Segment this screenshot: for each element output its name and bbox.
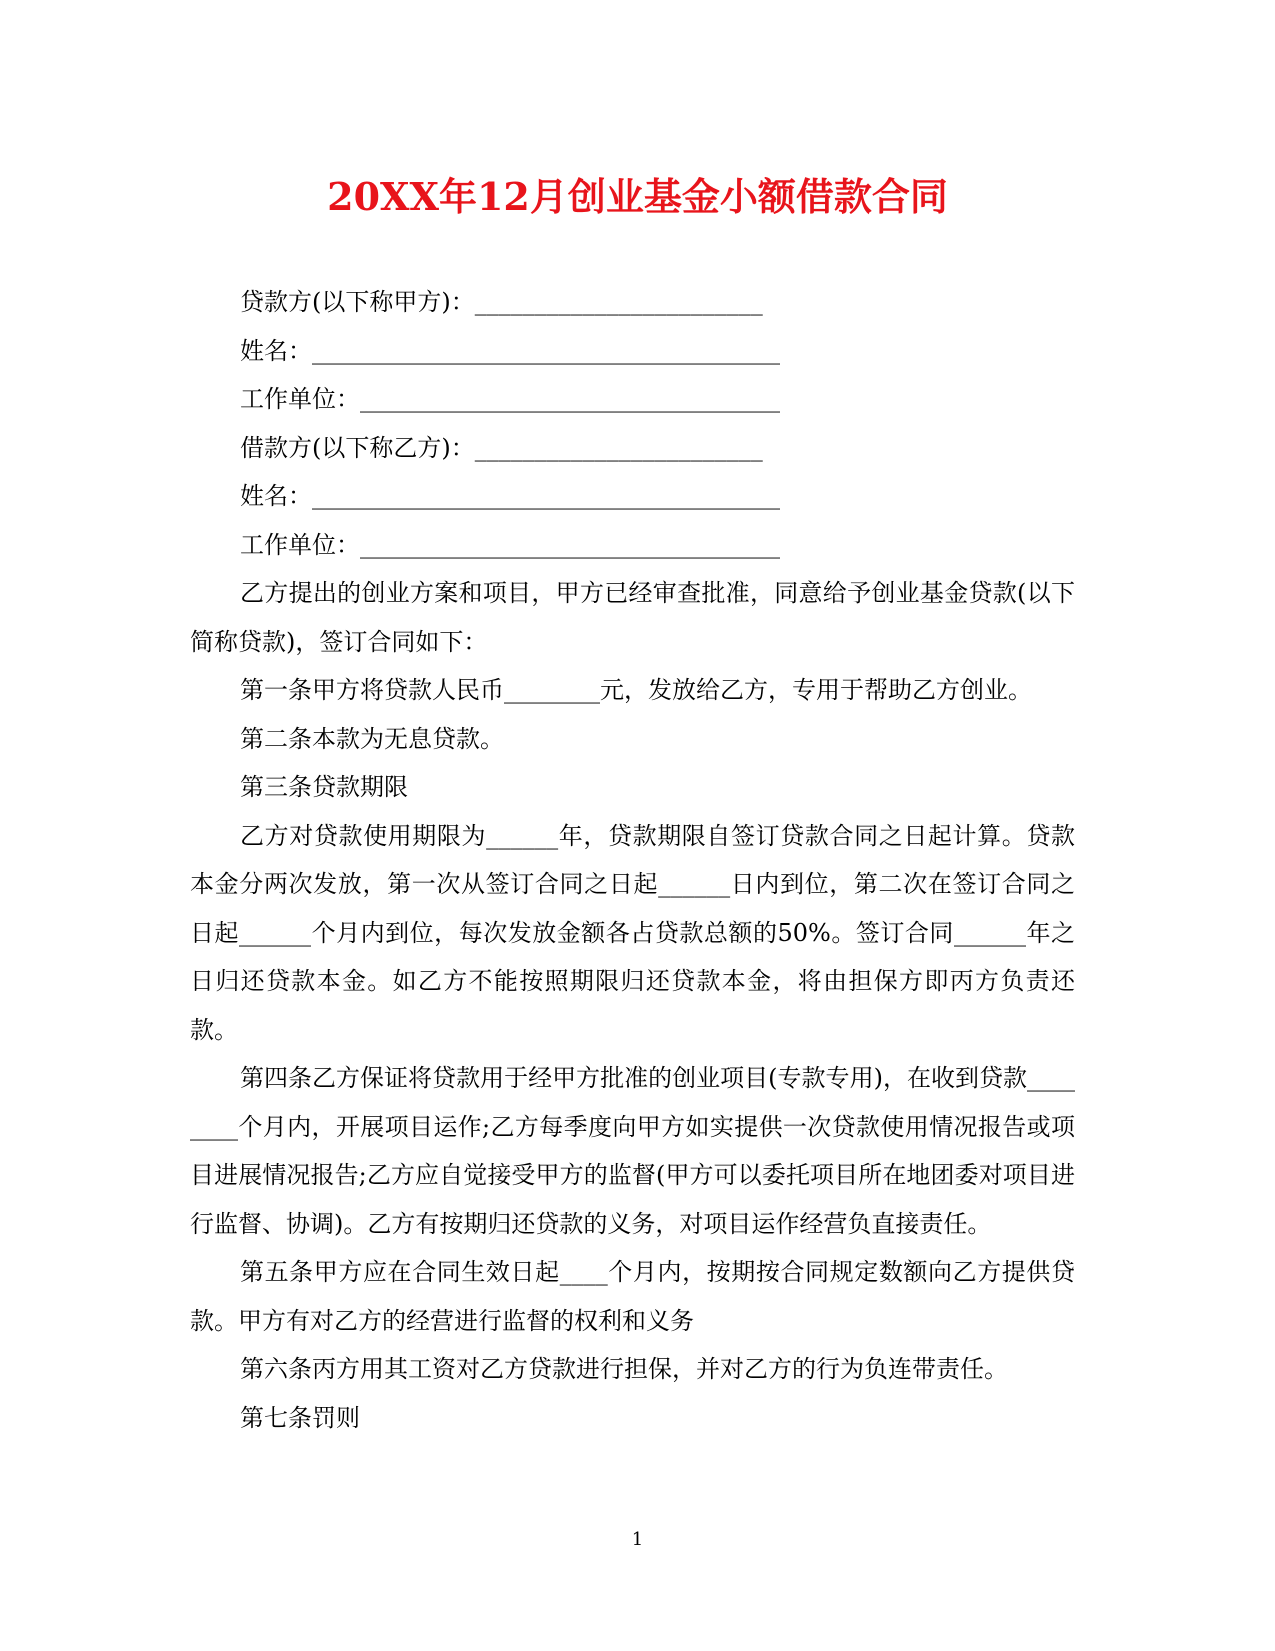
document-title: 20XX年12月创业基金小额借款合同 <box>327 174 948 219</box>
borrower-name-line: 姓名：_______________________________________ <box>240 482 780 510</box>
article-2: 第二条本款为无息贷款。 <box>240 724 504 753</box>
article-3-heading: 第三条贷款期限 <box>240 773 408 801</box>
lender-employer-line: 工作单位：___________________________________ <box>240 385 780 413</box>
page-number: 1 <box>631 1529 644 1550</box>
preamble-paragraph: 乙方提出的创业方案和项目，甲方已经审查批准，同意给予创业基金贷款(以下简称贷款)，签订合同如下： <box>190 579 1075 656</box>
lender-line: 贷款方(以下称甲方)：________________________ <box>240 288 763 316</box>
article-1: 第一条甲方将贷款人民币________元，发放给乙方，专用于帮助乙方创业。 <box>240 676 1032 704</box>
article-3-body: 乙方对贷款使用期限为______年，贷款期限自签订贷款合同之日起计算。贷款本金分两次发放，第一次从签订合同之日起______日内到位，第二次在签订合同之日起______个月内到位，每次发放金额各占贷款总额的50%。签订合同______年之日归还贷款本金。如乙方不能按照期限归还贷款本金，将由担保方即丙方负责还款。 <box>190 821 1075 1044</box>
article-4: 第四条乙方保证将贷款用于经甲方批准的创业项目(专款专用)，在收到贷款________个月内，开展项目运作;乙方每季度向甲方如实提供一次贷款使用情况报告或项目进展情况报告;乙方应自觉接受甲方的监督(甲方可以委托项目所在地团委对项目进行监督、协调)。乙方有按期归还贷款的义务，对项目运作经营负直接责任。 <box>190 1064 1075 1238</box>
document-body <box>190 278 1075 1442</box>
lender-name-line: 姓名：_______________________________________ <box>240 336 780 365</box>
article-5: 第五条甲方应在合同生效日起____个月内，按期按合同规定数额向乙方提供贷款。甲方有对乙方的经营进行监督的权利和义务 <box>190 1258 1075 1335</box>
article-6: 第六条丙方用其工资对乙方贷款进行担保，并对乙方的行为负连带责任。 <box>240 1355 1008 1383</box>
borrower-line: 借款方(以下称乙方)：________________________ <box>240 433 763 462</box>
borrower-employer-line: 工作单位：___________________________________ <box>240 530 780 559</box>
article-7-heading: 第七条罚则 <box>240 1403 360 1432</box>
